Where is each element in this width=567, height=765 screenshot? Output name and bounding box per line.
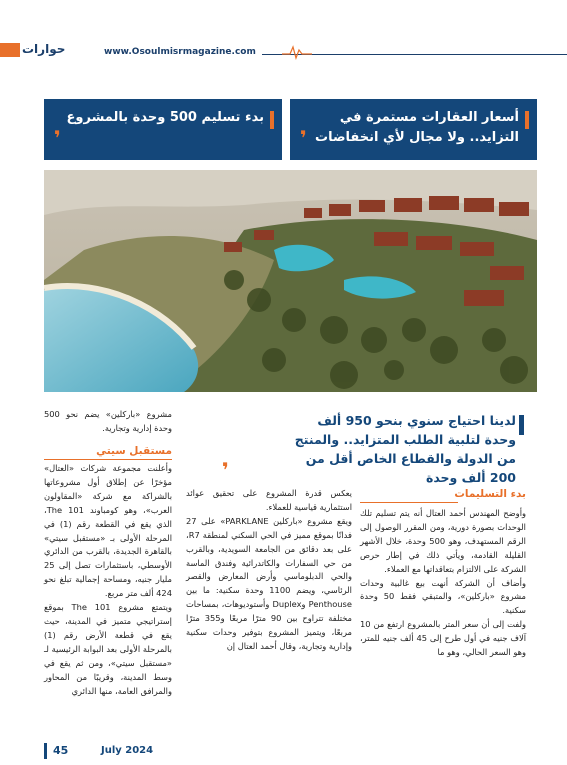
column-right	[360, 507, 526, 660]
page-number: 45	[53, 744, 69, 757]
column-left	[44, 462, 172, 698]
subhead-rule	[44, 459, 172, 460]
subhead-rule	[360, 502, 458, 503]
banner-prices	[290, 99, 537, 160]
quote-mark-icon: ❜	[222, 458, 229, 482]
pulse-icon	[282, 44, 312, 60]
banner-accent-bar	[525, 111, 529, 129]
section-label: حوارات	[22, 42, 66, 56]
paragraph: وأعلنت مجموعة شركات «العتال» مؤخرًا عن إطلاق أول مشروعاتها بالشراكة مع شركة «المقاولون العرب»، وهو كومباوند The 101، الذي يقع في القطعة رقم (1) في المرحلة الأولى بـ «مستقبل سيتي» بالقاهرة الجديدة، بالقرب من الدائري الأوسطي، باستثمارات تصل إلى 25 مليار جنيه، ومساحة إجمالية تبلغ نحو 424 ألف متر مربع.	[44, 463, 172, 599]
site-url[interactable]: www.Osoulmisrmagazine.com	[104, 47, 256, 57]
banner-prices-text: أسعار العقارات مستمرة في التزايد.. ولا مجال لأي انخفاضات	[315, 110, 519, 145]
banner-accent-bar	[270, 111, 274, 129]
paragraph: ولفت إلى أن سعر المتر بالمشروع ارتفع من 10 آلاف جنيه في أول طرح إلى 45 ألف جنيه للمتر، وهو السعر الحالي، وهو ما	[360, 619, 527, 658]
banner-delivery	[44, 99, 282, 160]
banner-delivery-text: بدء تسليم 500 وحدة بالمشروع	[66, 110, 264, 125]
quote-mark-icon: ❜	[54, 126, 61, 150]
column-middle	[186, 487, 352, 654]
paragraph: وأوضح المهندس أحمد العتال أنه يتم تسليم تلك الوحدات بصورة دورية، ومن المقرر الوصول إلى الرقم المستهدف، وهو 500 وحدة، خلال الأشهر القليلة القادمة، ويأتي ذلك في إطار حرص الشركة على الالتزام بتعاقداتها مع العملاء.	[360, 508, 526, 574]
paragraph: ويتمتع مشروع The 101 بموقع إستراتيجي متميز في المدينة، حيث يقع في قطعة الأرض رقم (1) بالمرحلة الأولى بعد البوابة الرئيسية لـ «مستقبل سيتي»، ومن ثم يقع في وسط المدينة، وقريبًا من المحاور والمرافق العامة، منها الدائري	[44, 602, 172, 696]
article-headline: لدينا احتياج سنوي بنحو 950 ألف وحدة لتلبية الطلب المتزايد.. والمنتج من الدولة والقطاع الخاص أقل من 200 ألف وحدة	[294, 413, 516, 485]
column-left-intro	[44, 408, 172, 436]
section-tab-marker	[0, 43, 20, 57]
quote-mark-icon: ❜	[300, 126, 307, 150]
footer-accent-bar	[44, 743, 47, 759]
resort-aerial-photo	[44, 170, 537, 392]
paragraph: يعكس قدرة المشروع على تحقيق عوائد استثمارية قياسية للعملاء.	[186, 488, 352, 512]
paragraph: ويقع مشروع «باركلين PARKLANE» على 27 فدانًا بموقع مميز في الحي السكني لمنطقة R7، على بعد دقائق من الجامعة السويدية، وبالقرب من حي السفارات والكاتدرائية وفندق الماسة والحي الدبلوماسي وأرض المعارض والقصر الرئاسي، ويضم 1100 وحدة سكنية: ما بين Penthouse وDuplex وأستوديوهات، بمساحات مختلفة تتراوح بين 90 مترًا مربعًا و355 مترًا مربعًا، ويتميز المشروع بتوفير وحدات سكنية وإدارية وتجارية، وقال أحمد العتال إن	[186, 515, 352, 651]
paragraph: مشروع «باركلين» يضم نحو 500 وحدة إدارية وتجارية.	[44, 409, 172, 433]
issue-date: July 2024	[101, 745, 154, 756]
subhead-deliveries: بدء التسليمات	[454, 488, 526, 500]
subhead-mostakbal-city: مستقبل سيتي	[96, 445, 172, 457]
paragraph: وأضاف أن الشركة أنهت بيع غالبية وحدات مشروع «باركلين»، والمتبقي فقط 50 وحدة سكنية.	[360, 577, 526, 616]
headline-accent-bar	[519, 415, 524, 435]
